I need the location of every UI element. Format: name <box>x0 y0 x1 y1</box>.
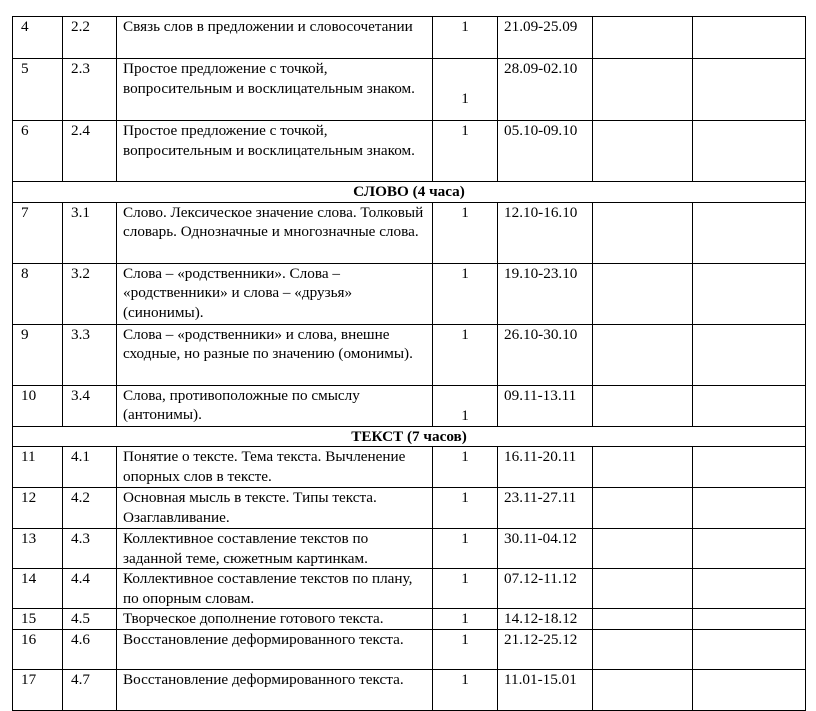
table-row <box>13 121 806 182</box>
lesson-topic: Коллективное составление текстов по плану, по опорным словам. <box>117 569 433 609</box>
lesson-code: 3.2 <box>63 263 117 324</box>
lesson-hours: 1 <box>433 121 498 182</box>
table-row <box>13 447 806 488</box>
empty-cell <box>693 324 806 385</box>
lesson-dates: 05.10-09.10 <box>498 121 593 182</box>
table-row <box>13 324 806 385</box>
empty-cell <box>593 263 693 324</box>
lesson-topic: Связь слов в предложении и словосочетании <box>117 17 433 59</box>
lesson-hours: 1 <box>433 630 498 670</box>
empty-cell <box>593 324 693 385</box>
lesson-code: 4.1 <box>63 447 117 488</box>
row-number: 17 <box>13 670 63 711</box>
table-row <box>13 529 806 569</box>
empty-cell <box>693 630 806 670</box>
lesson-code: 4.5 <box>63 609 117 630</box>
lesson-plan-document <box>12 16 806 711</box>
empty-cell <box>593 670 693 711</box>
lesson-dates: 14.12-18.12 <box>498 609 593 630</box>
lesson-code: 4.2 <box>63 488 117 529</box>
table-row <box>13 609 806 630</box>
empty-cell <box>593 529 693 569</box>
lesson-dates: 21.12-25.12 <box>498 630 593 670</box>
lesson-dates: 21.09-25.09 <box>498 17 593 59</box>
section-row <box>13 426 806 447</box>
lesson-dates: 23.11-27.11 <box>498 488 593 529</box>
table-row <box>13 59 806 121</box>
lesson-hours: 1 <box>433 385 498 426</box>
lesson-code: 3.3 <box>63 324 117 385</box>
table-row <box>13 263 806 324</box>
lesson-plan-table <box>12 16 806 711</box>
table-row <box>13 385 806 426</box>
row-number: 8 <box>13 263 63 324</box>
lesson-topic: Восстановление деформированного текста. <box>117 630 433 670</box>
lesson-topic: Слово. Лексическое значение слова. Толковый словарь. Однозначные и многозначные слова. <box>117 202 433 263</box>
lesson-dates: 30.11-04.12 <box>498 529 593 569</box>
empty-cell <box>593 488 693 529</box>
empty-cell <box>593 447 693 488</box>
lesson-code: 2.3 <box>63 59 117 121</box>
table-row <box>13 17 806 59</box>
lesson-dates: 26.10-30.10 <box>498 324 593 385</box>
lesson-topic: Коллективное составление текстов по заданной теме, сюжетным картинкам. <box>117 529 433 569</box>
lesson-hours: 1 <box>433 17 498 59</box>
lesson-hours: 1 <box>433 569 498 609</box>
empty-cell <box>693 59 806 121</box>
empty-cell <box>693 609 806 630</box>
lesson-topic: Слова – «родственники» и слова, внешне сходные, но разные по значению (омонимы). <box>117 324 433 385</box>
empty-cell <box>593 17 693 59</box>
empty-cell <box>693 569 806 609</box>
lesson-topic: Творческое дополнение готового текста. <box>117 609 433 630</box>
lesson-hours: 1 <box>433 324 498 385</box>
lesson-code: 3.4 <box>63 385 117 426</box>
lesson-topic: Слова, противоположные по смыслу (антонимы). <box>117 385 433 426</box>
lesson-code: 4.4 <box>63 569 117 609</box>
row-number: 13 <box>13 529 63 569</box>
empty-cell <box>593 630 693 670</box>
empty-cell <box>693 263 806 324</box>
row-number: 11 <box>13 447 63 488</box>
lesson-topic: Простое предложение с точкой, вопросительным и восклицательным знаком. <box>117 59 433 121</box>
empty-cell <box>693 121 806 182</box>
empty-cell <box>593 569 693 609</box>
lesson-code: 4.3 <box>63 529 117 569</box>
empty-cell <box>693 670 806 711</box>
row-number: 16 <box>13 630 63 670</box>
lesson-hours: 1 <box>433 202 498 263</box>
lesson-dates: 07.12-11.12 <box>498 569 593 609</box>
row-number: 7 <box>13 202 63 263</box>
empty-cell <box>693 529 806 569</box>
lesson-topic: Основная мысль в тексте. Типы текста. Озаглавливание. <box>117 488 433 529</box>
lesson-code: 3.1 <box>63 202 117 263</box>
lesson-hours: 1 <box>433 609 498 630</box>
empty-cell <box>693 17 806 59</box>
empty-cell <box>593 202 693 263</box>
lesson-dates: 16.11-20.11 <box>498 447 593 488</box>
empty-cell <box>693 385 806 426</box>
lesson-topic: Понятие о тексте. Тема текста. Вычленение опорных слов в тексте. <box>117 447 433 488</box>
lesson-hours: 1 <box>433 59 498 121</box>
lesson-dates: 19.10-23.10 <box>498 263 593 324</box>
lesson-hours: 1 <box>433 263 498 324</box>
section-row <box>13 182 806 203</box>
lesson-code: 4.7 <box>63 670 117 711</box>
row-number: 5 <box>13 59 63 121</box>
lesson-dates: 11.01-15.01 <box>498 670 593 711</box>
section-heading: ТЕКСТ (7 часов) <box>13 426 806 447</box>
row-number: 12 <box>13 488 63 529</box>
row-number: 14 <box>13 569 63 609</box>
lesson-hours: 1 <box>433 670 498 711</box>
empty-cell <box>593 385 693 426</box>
empty-cell <box>693 202 806 263</box>
lesson-hours: 1 <box>433 488 498 529</box>
empty-cell <box>593 59 693 121</box>
lesson-hours: 1 <box>433 447 498 488</box>
row-number: 10 <box>13 385 63 426</box>
lesson-dates: 09.11-13.11 <box>498 385 593 426</box>
lesson-code: 4.6 <box>63 630 117 670</box>
row-number: 9 <box>13 324 63 385</box>
table-row <box>13 569 806 609</box>
empty-cell <box>593 609 693 630</box>
empty-cell <box>693 488 806 529</box>
row-number: 4 <box>13 17 63 59</box>
table-row <box>13 202 806 263</box>
empty-cell <box>593 121 693 182</box>
section-heading: СЛОВО (4 часа) <box>13 182 806 203</box>
empty-cell <box>693 447 806 488</box>
lesson-code: 2.2 <box>63 17 117 59</box>
lesson-topic: Слова – «родственники». Слова – «родственники» и слова – «друзья» (синонимы). <box>117 263 433 324</box>
row-number: 6 <box>13 121 63 182</box>
lesson-topic: Простое предложение с точкой, вопросительным и восклицательным знаком. <box>117 121 433 182</box>
table-row <box>13 670 806 711</box>
table-row <box>13 630 806 670</box>
row-number: 15 <box>13 609 63 630</box>
lesson-code: 2.4 <box>63 121 117 182</box>
lesson-dates: 28.09-02.10 <box>498 59 593 121</box>
lesson-dates: 12.10-16.10 <box>498 202 593 263</box>
lesson-topic: Восстановление деформированного текста. <box>117 670 433 711</box>
table-row <box>13 488 806 529</box>
lesson-hours: 1 <box>433 529 498 569</box>
